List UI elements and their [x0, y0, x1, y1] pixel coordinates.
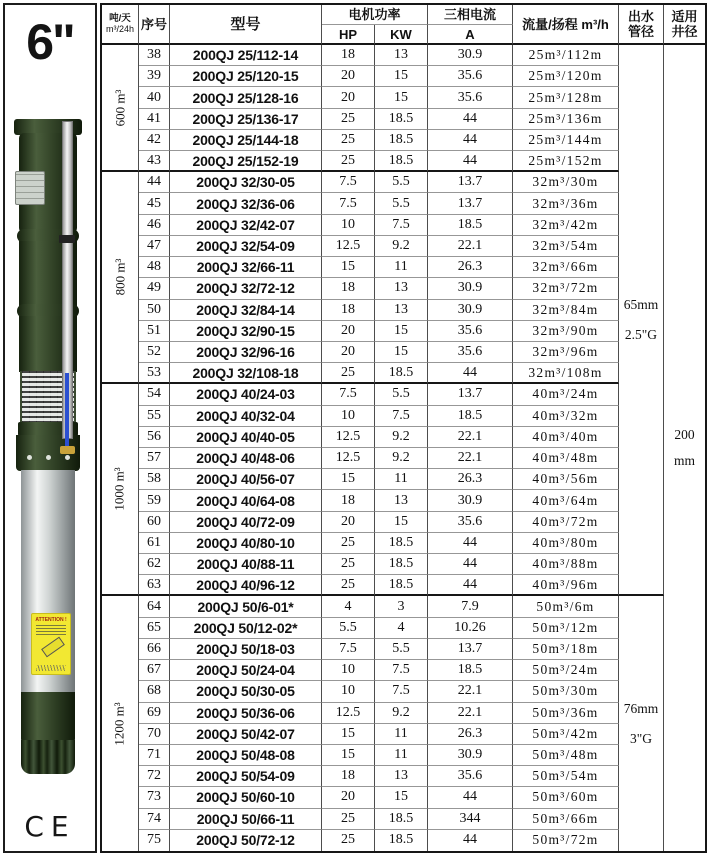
row-no-cell: 68 — [139, 681, 170, 702]
header-kw: KW — [375, 25, 428, 45]
row-no-cell: 64 — [139, 596, 170, 617]
hp-cell: 25 — [322, 130, 375, 151]
header-well-diameter: 适用井径 — [664, 5, 705, 45]
kw-cell: 15 — [375, 87, 428, 108]
kw-cell: 18.5 — [375, 830, 428, 851]
flow-cell: 32m³/108m — [513, 363, 619, 384]
kw-cell: 7.5 — [375, 215, 428, 236]
current-cell: 30.9 — [428, 745, 513, 766]
pump-size-label: 6" — [26, 14, 74, 70]
flow-cell: 50m³/54m — [513, 766, 619, 787]
kw-cell: 18.5 — [375, 151, 428, 172]
row-no-cell: 59 — [139, 490, 170, 511]
current-cell: 26.3 — [428, 469, 513, 490]
model-cell: 200QJ 25/136-17 — [170, 109, 322, 130]
model-cell: 200QJ 32/30-05 — [170, 172, 322, 193]
current-cell: 44 — [428, 130, 513, 151]
model-cell: 200QJ 50/24-04 — [170, 660, 322, 681]
hp-cell: 25 — [322, 363, 375, 384]
kw-cell: 13 — [375, 766, 428, 787]
flow-cell: 25m³/112m — [513, 45, 619, 66]
flow-cell: 40m³/80m — [513, 533, 619, 554]
row-no-cell: 38 — [139, 45, 170, 66]
current-cell: 13.7 — [428, 172, 513, 193]
model-cell: 200QJ 50/12-02* — [170, 618, 322, 639]
model-cell: 200QJ 32/42-07 — [170, 215, 322, 236]
kw-cell: 13 — [375, 45, 428, 66]
model-cell: 200QJ 50/72-12 — [170, 830, 322, 851]
hp-cell: 10 — [322, 406, 375, 427]
hp-cell: 25 — [322, 575, 375, 596]
hp-cell: 12.5 — [322, 236, 375, 257]
hp-cell: 7.5 — [322, 193, 375, 214]
row-no-cell: 72 — [139, 766, 170, 787]
model-cell: 200QJ 32/36-06 — [170, 193, 322, 214]
flow-cell: 40m³/40m — [513, 427, 619, 448]
kw-cell: 18.5 — [375, 809, 428, 830]
row-no-cell: 49 — [139, 278, 170, 299]
model-cell: 200QJ 50/42-07 — [170, 724, 322, 745]
hp-cell: 25 — [322, 533, 375, 554]
kw-cell: 5.5 — [375, 172, 428, 193]
model-cell: 200QJ 50/6-01* — [170, 596, 322, 617]
model-cell: 200QJ 40/24-03 — [170, 384, 322, 405]
hp-cell: 10 — [322, 660, 375, 681]
hp-cell: 25 — [322, 109, 375, 130]
row-no-cell: 63 — [139, 575, 170, 596]
row-no-cell: 52 — [139, 342, 170, 363]
model-cell: 200QJ 32/84-14 — [170, 300, 322, 321]
row-no-cell: 42 — [139, 130, 170, 151]
flow-cell: 50m³/30m — [513, 681, 619, 702]
kw-cell: 15 — [375, 787, 428, 808]
hp-cell: 15 — [322, 745, 375, 766]
hp-cell: 12.5 — [322, 448, 375, 469]
current-cell: 10.26 — [428, 618, 513, 639]
row-no-cell: 60 — [139, 512, 170, 533]
flow-cell: 40m³/96m — [513, 575, 619, 596]
kw-cell: 18.5 — [375, 533, 428, 554]
header-motor-power: 电机功率 — [322, 5, 428, 25]
pump-bolt — [65, 455, 70, 460]
current-cell: 30.9 — [428, 490, 513, 511]
row-no-cell: 56 — [139, 427, 170, 448]
kw-cell: 7.5 — [375, 681, 428, 702]
model-cell: 200QJ 25/112-14 — [170, 45, 322, 66]
kw-cell: 18.5 — [375, 363, 428, 384]
hp-cell: 25 — [322, 809, 375, 830]
kw-cell: 4 — [375, 618, 428, 639]
current-cell: 13.7 — [428, 193, 513, 214]
row-no-cell: 61 — [139, 533, 170, 554]
flow-cell: 40m³/64m — [513, 490, 619, 511]
pump-strainer — [21, 740, 75, 774]
flow-cell: 50m³/24m — [513, 660, 619, 681]
hp-cell: 7.5 — [322, 639, 375, 660]
hp-cell: 5.5 — [322, 618, 375, 639]
kw-cell: 11 — [375, 745, 428, 766]
well-diameter-cell: 200 mm — [673, 426, 695, 468]
flow-cell: 32m³/90m — [513, 321, 619, 342]
kw-cell: 15 — [375, 321, 428, 342]
current-cell: 22.1 — [428, 681, 513, 702]
hp-cell: 20 — [322, 512, 375, 533]
row-no-cell: 65 — [139, 618, 170, 639]
row-no-cell: 44 — [139, 172, 170, 193]
pump-cable-clamp — [59, 235, 75, 243]
flow-cell: 40m³/32m — [513, 406, 619, 427]
flow-cell: 50m³/12m — [513, 618, 619, 639]
hp-cell: 20 — [322, 66, 375, 87]
flow-cell: 40m³/88m — [513, 554, 619, 575]
model-cell: 200QJ 40/32-04 — [170, 406, 322, 427]
model-cell: 200QJ 40/48-06 — [170, 448, 322, 469]
current-cell: 35.6 — [428, 66, 513, 87]
flow-cell: 50m³/36m — [513, 703, 619, 724]
row-no-cell: 62 — [139, 554, 170, 575]
current-cell: 22.1 — [428, 236, 513, 257]
row-no-cell: 46 — [139, 215, 170, 236]
row-no-cell: 70 — [139, 724, 170, 745]
model-cell: 200QJ 50/60-10 — [170, 787, 322, 808]
model-cell: 200QJ 32/90-15 — [170, 321, 322, 342]
flow-cell: 25m³/136m — [513, 109, 619, 130]
hp-cell: 20 — [322, 87, 375, 108]
flow-cell: 32m³/54m — [513, 236, 619, 257]
kw-cell: 11 — [375, 257, 428, 278]
kw-cell: 13 — [375, 490, 428, 511]
kw-cell: 18.5 — [375, 554, 428, 575]
kw-cell: 5.5 — [375, 639, 428, 660]
flow-cell: 40m³/24m — [513, 384, 619, 405]
flow-cell: 40m³/48m — [513, 448, 619, 469]
flow-cell: 50m³/72m — [513, 830, 619, 851]
current-cell: 35.6 — [428, 87, 513, 108]
flow-cell: 50m³/66m — [513, 809, 619, 830]
kw-cell: 9.2 — [375, 703, 428, 724]
flow-cell: 50m³/18m — [513, 639, 619, 660]
kw-cell: 18.5 — [375, 109, 428, 130]
current-cell: 35.6 — [428, 512, 513, 533]
pump-photo-panel — [3, 3, 97, 853]
kw-cell: 9.2 — [375, 236, 428, 257]
model-cell: 200QJ 25/128-16 — [170, 87, 322, 108]
current-cell: 30.9 — [428, 45, 513, 66]
hp-cell: 25 — [322, 151, 375, 172]
flow-cell: 32m³/30m — [513, 172, 619, 193]
kw-cell: 15 — [375, 66, 428, 87]
kw-cell: 15 — [375, 512, 428, 533]
current-cell: 44 — [428, 109, 513, 130]
model-cell: 200QJ 50/36-06 — [170, 703, 322, 724]
row-no-cell: 53 — [139, 363, 170, 384]
row-no-cell: 45 — [139, 193, 170, 214]
hp-cell: 18 — [322, 300, 375, 321]
current-cell: 22.1 — [428, 427, 513, 448]
outlet-diameter-cell: 65mm 2.5"G — [619, 45, 664, 596]
row-no-cell: 47 — [139, 236, 170, 257]
current-cell: 44 — [428, 575, 513, 596]
row-no-cell: 51 — [139, 321, 170, 342]
model-cell: 200QJ 50/54-09 — [170, 766, 322, 787]
kw-cell: 5.5 — [375, 384, 428, 405]
flow-cell: 25m³/120m — [513, 66, 619, 87]
current-cell: 13.7 — [428, 639, 513, 660]
capacity-group-label: 600 m³ — [102, 45, 139, 172]
hp-cell: 15 — [322, 724, 375, 745]
current-cell: 13.7 — [428, 384, 513, 405]
row-no-cell: 67 — [139, 660, 170, 681]
kw-cell: 3 — [375, 596, 428, 617]
model-cell: 200QJ 50/66-11 — [170, 809, 322, 830]
hp-cell: 7.5 — [322, 384, 375, 405]
kw-cell: 7.5 — [375, 406, 428, 427]
row-no-cell: 43 — [139, 151, 170, 172]
hp-cell: 18 — [322, 45, 375, 66]
current-cell: 35.6 — [428, 766, 513, 787]
ce-mark: CE — [24, 810, 76, 843]
current-cell: 18.5 — [428, 406, 513, 427]
model-cell: 200QJ 32/96-16 — [170, 342, 322, 363]
hp-cell: 12.5 — [322, 703, 375, 724]
outlet-diameter-cell: 76mm 3"G — [619, 596, 664, 851]
model-cell: 200QJ 32/66-11 — [170, 257, 322, 278]
hp-cell: 20 — [322, 787, 375, 808]
header-hp: HP — [322, 25, 375, 45]
kw-cell: 15 — [375, 342, 428, 363]
model-cell: 200QJ 50/48-08 — [170, 745, 322, 766]
model-cell: 200QJ 40/72-09 — [170, 512, 322, 533]
flow-cell: 50m³/48m — [513, 745, 619, 766]
model-cell: 200QJ 40/64-08 — [170, 490, 322, 511]
current-cell: 18.5 — [428, 215, 513, 236]
current-cell: 7.9 — [428, 596, 513, 617]
flow-cell: 50m³/6m — [513, 596, 619, 617]
current-cell: 26.3 — [428, 724, 513, 745]
flow-cell: 25m³/152m — [513, 151, 619, 172]
spec-table — [100, 3, 707, 853]
model-cell: 200QJ 25/120-15 — [170, 66, 322, 87]
hp-cell: 7.5 — [322, 172, 375, 193]
kw-cell: 18.5 — [375, 575, 428, 596]
hp-cell: 25 — [322, 830, 375, 851]
kw-cell: 9.2 — [375, 448, 428, 469]
row-no-cell: 40 — [139, 87, 170, 108]
row-no-cell: 50 — [139, 300, 170, 321]
pump-brass-fitting — [60, 446, 75, 454]
row-no-cell: 54 — [139, 384, 170, 405]
current-cell: 30.9 — [428, 300, 513, 321]
model-cell: 200QJ 50/18-03 — [170, 639, 322, 660]
row-no-cell: 69 — [139, 703, 170, 724]
flow-cell: 40m³/72m — [513, 512, 619, 533]
hp-cell: 15 — [322, 257, 375, 278]
flow-cell: 32m³/66m — [513, 257, 619, 278]
hp-cell: 25 — [322, 554, 375, 575]
row-no-cell: 55 — [139, 406, 170, 427]
hp-cell: 18 — [322, 490, 375, 511]
model-cell: 200QJ 40/80-10 — [170, 533, 322, 554]
hp-cell: 12.5 — [322, 427, 375, 448]
warning-label-text-lines — [36, 625, 66, 635]
model-cell: 200QJ 50/30-05 — [170, 681, 322, 702]
row-no-cell: 58 — [139, 469, 170, 490]
model-cell: 200QJ 40/88-11 — [170, 554, 322, 575]
current-cell: 44 — [428, 533, 513, 554]
header-serial: 序号 — [139, 5, 170, 45]
current-cell: 44 — [428, 554, 513, 575]
header-current-unit: A — [428, 25, 513, 45]
current-cell: 344 — [428, 809, 513, 830]
header-tons-per-day: 吨/天 m³/24h — [102, 5, 139, 45]
hp-cell: 10 — [322, 215, 375, 236]
current-cell: 44 — [428, 151, 513, 172]
kw-cell: 11 — [375, 724, 428, 745]
row-no-cell: 75 — [139, 830, 170, 851]
row-no-cell: 73 — [139, 787, 170, 808]
pump-bottom-cap — [21, 692, 75, 742]
pump-bolt — [27, 455, 32, 460]
pump-nameplate — [15, 171, 45, 205]
model-cell: 200QJ 32/72-12 — [170, 278, 322, 299]
current-cell: 22.1 — [428, 448, 513, 469]
flow-cell: 50m³/60m — [513, 787, 619, 808]
hp-cell: 18 — [322, 766, 375, 787]
warning-label-hatch — [36, 665, 66, 671]
row-no-cell: 39 — [139, 66, 170, 87]
hp-cell: 18 — [322, 278, 375, 299]
hp-cell: 4 — [322, 596, 375, 617]
model-cell: 200QJ 40/96-12 — [170, 575, 322, 596]
model-cell: 200QJ 32/108-18 — [170, 363, 322, 384]
kw-cell: 5.5 — [375, 193, 428, 214]
header-outlet-diameter: 出水管径 — [619, 5, 664, 45]
header-flow-head: 流量/扬程 m³/h — [513, 5, 619, 45]
flow-cell: 25m³/144m — [513, 130, 619, 151]
current-cell: 44 — [428, 787, 513, 808]
current-cell: 22.1 — [428, 703, 513, 724]
kw-cell: 13 — [375, 300, 428, 321]
capacity-group-label: 1200 m³ — [102, 596, 139, 851]
flow-cell: 40m³/56m — [513, 469, 619, 490]
hp-cell: 15 — [322, 469, 375, 490]
header-model: 型号 — [170, 5, 322, 45]
model-cell: 200QJ 25/144-18 — [170, 130, 322, 151]
kw-cell: 18.5 — [375, 130, 428, 151]
flow-cell: 32m³/36m — [513, 193, 619, 214]
pump-cable — [65, 373, 69, 447]
model-cell: 200QJ 40/40-05 — [170, 427, 322, 448]
hp-cell: 10 — [322, 681, 375, 702]
row-no-cell: 66 — [139, 639, 170, 660]
capacity-group-label: 800 m³ — [102, 172, 139, 384]
current-cell: 44 — [428, 830, 513, 851]
flow-cell: 32m³/72m — [513, 278, 619, 299]
flow-cell: 25m³/128m — [513, 87, 619, 108]
flow-cell: 32m³/84m — [513, 300, 619, 321]
current-cell: 35.6 — [428, 321, 513, 342]
warning-label-title: ATTENTION ! — [35, 617, 67, 623]
model-cell: 200QJ 25/152-19 — [170, 151, 322, 172]
kw-cell: 11 — [375, 469, 428, 490]
kw-cell: 7.5 — [375, 660, 428, 681]
flow-cell: 32m³/42m — [513, 215, 619, 236]
capacity-group-label: 1000 m³ — [102, 384, 139, 596]
model-cell: 200QJ 40/56-07 — [170, 469, 322, 490]
current-cell: 30.9 — [428, 278, 513, 299]
current-cell: 18.5 — [428, 660, 513, 681]
hp-cell: 20 — [322, 321, 375, 342]
model-cell: 200QJ 32/54-09 — [170, 236, 322, 257]
warning-label-diagram — [41, 637, 65, 658]
row-no-cell: 71 — [139, 745, 170, 766]
pump-warning-label — [31, 613, 71, 675]
row-no-cell: 74 — [139, 809, 170, 830]
pump-bolt — [46, 455, 51, 460]
pump-image — [5, 5, 95, 851]
row-no-cell: 48 — [139, 257, 170, 278]
kw-cell: 9.2 — [375, 427, 428, 448]
current-cell: 35.6 — [428, 342, 513, 363]
flow-cell: 32m³/96m — [513, 342, 619, 363]
hp-cell: 20 — [322, 342, 375, 363]
kw-cell: 13 — [375, 278, 428, 299]
current-cell: 26.3 — [428, 257, 513, 278]
flow-cell: 50m³/42m — [513, 724, 619, 745]
header-three-phase-current: 三相电流 — [428, 5, 513, 25]
row-no-cell: 57 — [139, 448, 170, 469]
current-cell: 44 — [428, 363, 513, 384]
row-no-cell: 41 — [139, 109, 170, 130]
